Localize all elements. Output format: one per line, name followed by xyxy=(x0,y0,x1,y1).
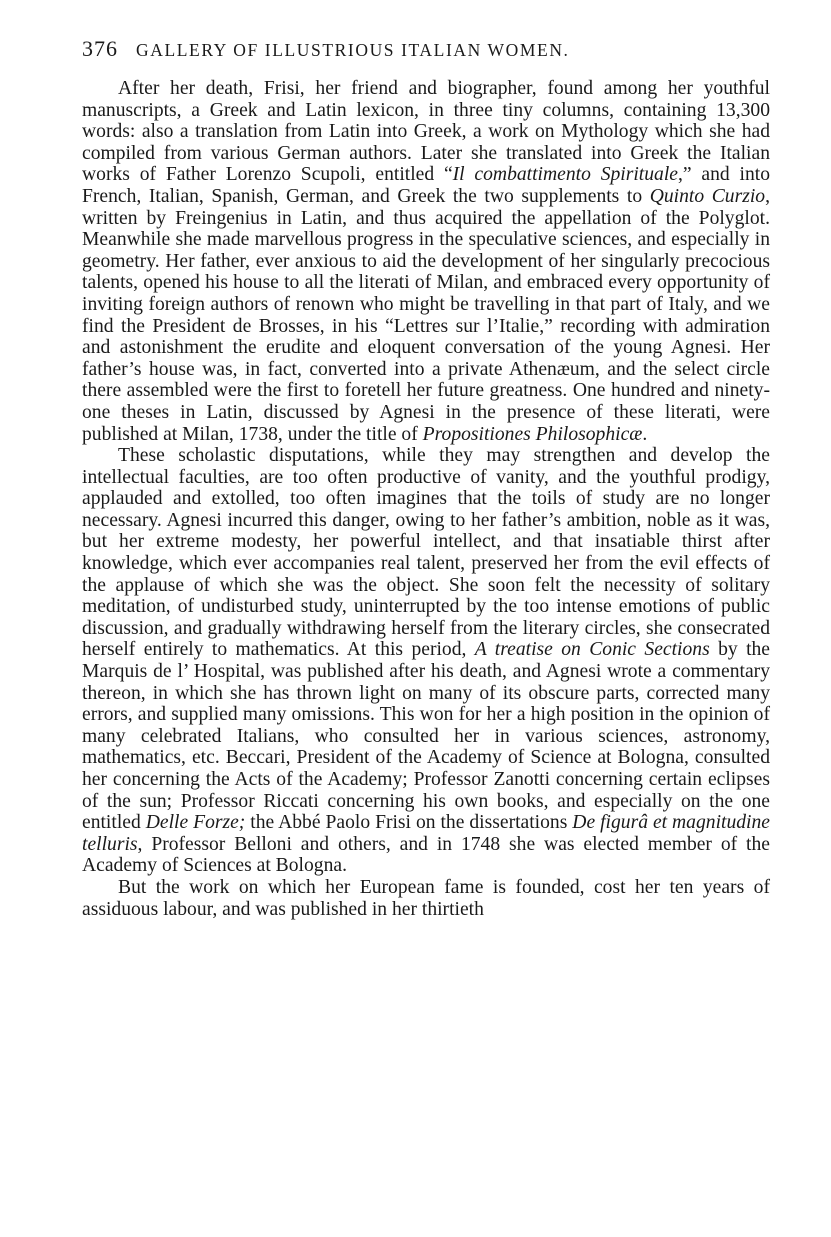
paragraph-2-segment: , Professor Belloni and others, and in 1748 she was elected member of the Academy of Sciences at Bologna. xyxy=(82,833,770,877)
title-il-combattimento-spirituale: Il combattimento Spirituale xyxy=(452,164,678,186)
title-conic-sections: A treatise on Conic Sections xyxy=(474,639,710,661)
running-head xyxy=(82,36,770,62)
paragraph-1 xyxy=(82,78,770,445)
paragraph-2 xyxy=(82,445,770,877)
paragraph-1-segment: ,” and into French, Italian, Spanish, German, and Greek the two supplements to xyxy=(82,164,770,207)
paragraph-1-segment: , written by Freingenius in Latin, and thus acquired the appellation of the Polyglot. Meanwhile she made marvellous progress in the speculative sciences, and especially in geometry. Her father, ever anxious to aid the development of her singularly precocious talents, opened his house to all the literati of Milan, and embraced every opportunity of inviting foreign authors of renown who might be travelling in that part of Italy, and we find the President de Brosses, in his “Lettres sur l’Italie,” recording with admiration and astonishment the erudite and eloquent conversation of the young Agnesi. Her father’s house was, in fact, converted into a private Athenæum, and the select circle there assembled were the first to foretell her future greatness. One hundred and ninety-one theses in Latin, discussed by Agnesi in the presence of these literati, were published at Milan, 1738, under the title of xyxy=(82,185,770,445)
title-delle-forze: Delle Forze; xyxy=(145,812,246,834)
paragraph-2-segment: the Abbé Paolo Frisi on the dissertations xyxy=(245,812,573,834)
body-text xyxy=(82,78,770,920)
paragraph-3 xyxy=(82,877,770,920)
paragraph-1-segment: After her death, Frisi, her friend and biographer, found among her youthful manuscripts, a Greek and Latin lexicon, in three tiny columns, containing 13,300 words: also a translation from Latin into Greek, a work on Mythology which she had compiled from various German authors. Later she translated into Greek the Italian works of Father Lorenzo Scupoli, entitled “ xyxy=(82,78,770,186)
paragraph-1-segment: . xyxy=(642,423,648,445)
page-number: 376 xyxy=(82,36,118,61)
title-propositiones-philosophicae: Propositiones Philosophicæ xyxy=(422,423,643,445)
paragraph-3-segment: But the work on which her European fame is founded, cost her ten years of assiduous labour, and was published in her thirtieth xyxy=(82,876,770,920)
paragraph-2-segment: These scholastic disputations, while they may strengthen and develop the intellectual faculties, are too often productive of vanity, and the youthful prodigy, applauded and extolled, too often imagines that the toils of study are no longer necessary. Agnesi incurred this danger, owing to her father’s ambition, noble as it was, but her extreme modesty, her powerful intellect, and that insatiable thirst after knowledge, which ever accompanies real talent, preserved her from the evil effects of the applause of which she was the object. She soon felt the necessity of solitary meditation, of undisturbed study, uninterrupted by the too intense emotions of public discussion, and gradually withdrawing herself from the literary circles, she consecrated herself entirely to mathematics. At this period, xyxy=(82,445,770,661)
title-quinto-curzio: Quinto Curzio xyxy=(649,185,766,207)
book-page xyxy=(82,36,770,920)
running-title: GALLERY OF ILLUSTRIOUS ITALIAN WOMEN. xyxy=(136,40,570,60)
title-de-figura-telluris: De figurâ et magnitudine telluris xyxy=(82,812,770,855)
paragraph-2-segment: by the Marquis de l’ Hospital, was published after his death, and Agnesi wrote a commentary thereon, in which she has thrown light on many of its obscure parts, corrected many errors, and supplied many omissions. This won for her a high position in the opinion of many celebrated Italians, who consulted her in various sciences, astronomy, mathematics, etc. Beccari, President of the Academy of Science at Bologna, consulted her concerning the Acts of the Academy; Professor Zanotti concerning certain eclipses of the sun; Professor Riccati concerning his own books, and especially on the one entitled xyxy=(82,639,771,834)
